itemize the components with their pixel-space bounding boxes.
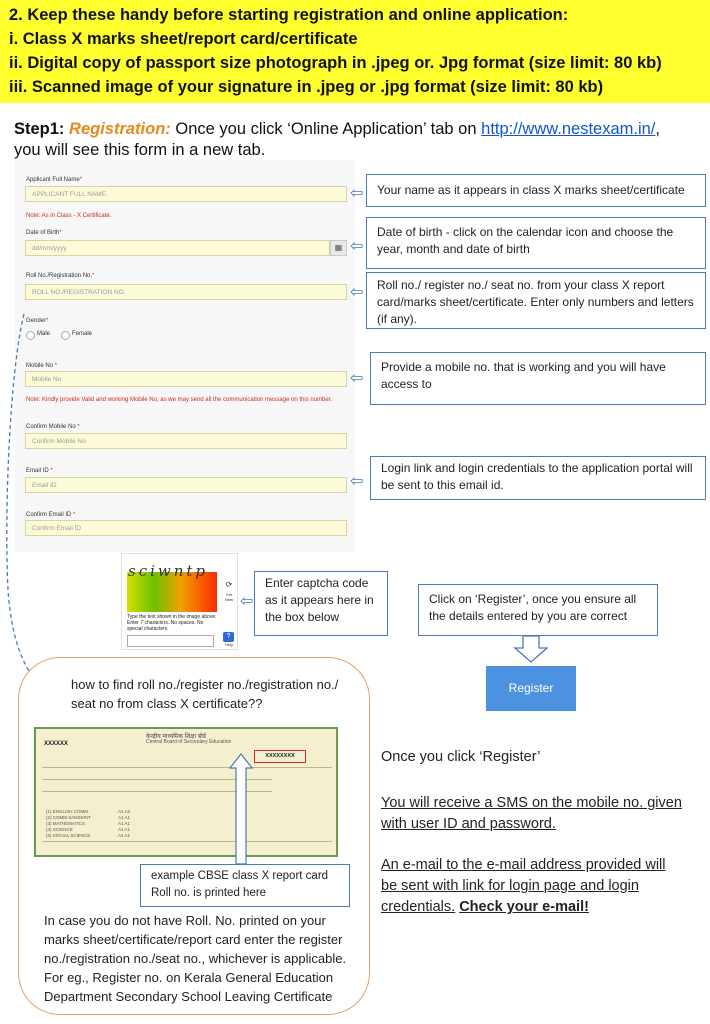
arrow-left-icon: ⇦ [350,473,364,490]
gender-female-radio[interactable] [61,331,70,340]
confirm-email-input[interactable]: Confirm Email ID [25,520,347,536]
gender-male-label: Male [37,331,51,337]
nest-exam-link[interactable]: http://www.nestexam.in/ [481,120,656,138]
name-input[interactable]: APPLICANT FULL NAME. [25,186,347,202]
name-label: Applicant Full Name* [26,177,83,183]
dob-label: Date of Birth* [26,230,62,236]
callout-email: Login link and login credentials to the application portal will be sent to this email id. [370,456,706,500]
callout-register: Click on ‘Register’, once you ensure all the details entered by you are correct [418,584,658,636]
callout-dob: Date of birth - click on the calendar icon and choose the year, month and date of birth [366,217,706,269]
arrow-left-icon: ⇦ [240,593,254,610]
callout-roll: Roll no./ register no./ seat no. from your class X report card/marks sheet/certificate. Enter only numbers and letters (if any). [366,272,706,329]
captcha-word: sciwntp [128,562,209,580]
mobile-label: Mobile No * [26,363,58,369]
confirm-mobile-input[interactable]: Confirm Mobile No [25,433,347,449]
mobile-input[interactable]: Mobile No [25,371,347,387]
down-arrow-icon [513,636,549,664]
arrow-left-icon: ⇦ [350,238,364,255]
once-register-text: Once you click ‘Register’ [381,749,541,765]
step-text-b: , [655,120,660,138]
dob-input[interactable]: dd/mm/yyyy [25,240,330,256]
gender-female-label: Female [72,331,93,337]
banner-line-4: iii. Scanned image of your signature in .jpeg or .jpg format (size limit: 80 kb) [9,78,604,96]
help-label: Help [224,642,234,647]
register-button[interactable]: Register [486,666,576,711]
requirements-banner [0,0,710,103]
callout-name: Your name as it appears in class X marks sheet/certificate [366,174,706,207]
gender-label: Gender* [26,318,49,324]
arrow-left-icon: ⇦ [350,370,364,387]
certificate-image: केन्द्रीय माध्यमिक शिक्षा बोर्ड Central Board of Secondary Education XXXXXX XXXXXXXX (1) ENGLISH COMM. (2) COMM SANSKRIT (3) MATHEMATICS (4) SCIENCE (5) SOCIAL SCIENCE A1 A2 A1 A1 A1 A1 A1 A1 A1 A1 [34,727,338,857]
email-input[interactable]: Email ID [25,477,347,493]
banner-line-1: 2. Keep these handy before starting registration and online application: [9,6,569,24]
arrow-left-icon: ⇦ [350,284,364,301]
dashed-connector [0,310,60,700]
calendar-icon[interactable]: ▦ [330,240,347,256]
name-note: Note: As in Class - X Certificate. [26,213,112,219]
roll-number-question: how to find roll no./register no./registration no./ seat no from class X certificate?? [71,677,339,711]
step-text-c: you will see this form in a new tab. [14,141,266,159]
up-arrow-icon [228,752,254,867]
refresh-label: Get New [224,592,233,602]
step1-instruction [14,119,704,161]
confirm-mobile-label: Confirm Mobile No * [26,424,80,430]
cert-roll-no: XXXXXXXX [254,750,306,763]
callout-cert-caption: example CBSE class X report card Roll no. is printed here [140,864,350,907]
refresh-icon[interactable]: ⟳ [225,580,233,589]
roll-input[interactable]: ROLL NO./REGISTRATION NO. [25,284,347,300]
captcha-widget [121,553,238,650]
email-label: Email ID * [26,468,53,474]
captcha-instructions: Type the text shown in the image above. Enter 7 characters. No spaces. No special characters. [127,614,217,632]
step-keyword: Registration: [69,120,171,138]
email-info-b: Check your e-mail! [459,899,589,915]
sms-text: You will receive a SMS on the mobile no. given with user ID and password. [381,795,682,832]
email-info-a: An e-mail to the e-mail address provided will be sent with link for login page and login credentials. [381,857,666,915]
help-icon[interactable]: ? [223,632,234,642]
captcha-input[interactable] [127,635,214,647]
mobile-note: Note: Kindly provide Valid and working Mobile No, as we may send all the communication message on this number. [26,397,333,403]
callout-captcha: Enter captcha code as it appears here in the box below [254,571,388,636]
arrow-left-icon: ⇦ [350,185,364,202]
banner-line-3: ii. Digital copy of passport size photograph in .jpeg or. Jpg format (size limit: 80 kb) [9,54,662,72]
banner-line-2: i. Class X marks sheet/report card/certificate [9,30,358,48]
callout-mobile: Provide a mobile no. that is working and you will have access to [370,352,706,405]
email-info-text [381,855,676,918]
step-label: Step1: [14,120,65,138]
cert-reg-no: XXXXXX [44,741,69,747]
step-text-a: Once you click ‘Online Application’ tab on [175,120,477,138]
roll-label: Roll No./Registration No.* [26,273,95,279]
roll-number-help-text: In case you do not have Roll. No. printed on your marks sheet/certificate/report card enter the register no./registration no./seat no., whichever is applicable. For eg., Register no. on Kerala General Education Department Secondary School Leaving Certificate [44,913,347,1004]
confirm-email-label: Confirm Email ID * [26,512,76,518]
